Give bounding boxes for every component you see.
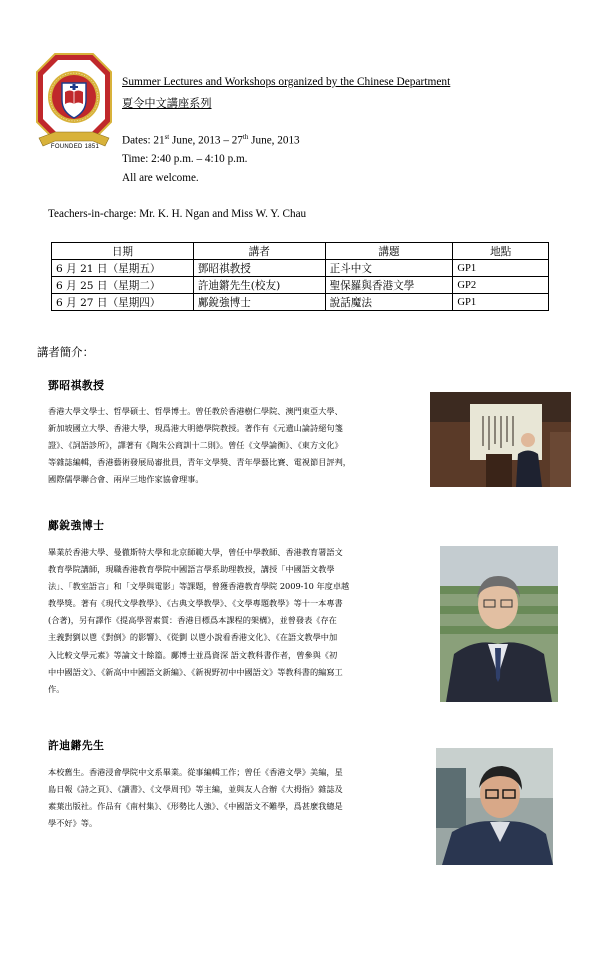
table-row xyxy=(52,294,549,311)
school-crest-logo xyxy=(35,52,113,156)
section-title-speaker-bios: 講者簡介： xyxy=(37,345,94,359)
cell-speaker: 鄧昭祺教授 xyxy=(193,260,325,277)
table-row xyxy=(52,277,549,294)
speaker-bio: 香港大學文學士、哲學碩士、哲學博士。曾任教於香港樹仁學院、澳門東亞大學、 新加坡國立大學、香港大學，現爲港大明德學院教授。著作有《元遺山論詩絕句箋 證》、《詞語診所》，譯著有《陶朱公商訓十二則》。曾任《文學論衡》、《東方文化》 等雜誌編輯，香港藝術發展局審批員，青年文學獎、青年學藝比賽、電視節目評判， 國際儒學聯合會、兩岸三地作家協會理事。 xyxy=(48,406,351,485)
cell-speaker: 許迪鏘先生(校友) xyxy=(193,277,325,294)
cell-topic: 說話魔法 xyxy=(325,294,453,311)
col-header-date: 日期 xyxy=(52,243,194,260)
speaker-name: 鄺銳強博士 xyxy=(48,519,105,532)
title-english: Summer Lectures and Workshops organized by the Chinese Department xyxy=(122,76,451,88)
speaker-photo xyxy=(436,748,553,865)
col-header-speaker: 講者 xyxy=(193,243,325,260)
table-row xyxy=(52,260,549,277)
speaker-bio: 畢業於香港大學、曼徹斯特大學和北京師範大學，曾任中學教師、香港教育署語文 教育學院講師，現職香港教育學院中國語言學系助理教授，講授「中國語文教學 法」、「教室語言」和「文學與電影」等課題，曾獲香港教育學院 2009-10 年度卓越 教學獎。著有《現代文學教學》、《古典文學教學》、《文學專題教學》等十一本專書 (合著)，另有譯作《提高學習素質：香港目標爲本課程的架構》，並曾發表《存在 主義對劉以鬯《對倒》的影響》、《從劉 以鬯小說看香港文化》、《在語文教學中加 入比較文學元素》等論文十餘篇。鄺博士並爲資深 語文教科書作者，曾參與《初 中中國語文》、《新高中中國語文新編》、《新視野初中中國語文》等教科書的編寫工 作。 xyxy=(48,547,350,694)
schedule-table xyxy=(51,242,549,311)
cell-topic: 正斗中文 xyxy=(325,260,453,277)
speaker-photo xyxy=(430,392,571,487)
cell-venue: GP1 xyxy=(453,294,549,311)
cell-venue: GP2 xyxy=(453,277,549,294)
cell-venue: GP1 xyxy=(453,260,549,277)
cell-date: 6 月 27 日（星期四） xyxy=(52,294,194,311)
table-header-row xyxy=(52,243,549,260)
teachers-in-charge: Teachers-in-charge: Mr. K. H. Ngan and Miss W. Y. Chau xyxy=(48,208,307,220)
speaker-photo xyxy=(440,546,558,702)
cell-date: 6 月 25 日（星期二） xyxy=(52,277,194,294)
welcome-line: All are welcome. xyxy=(122,172,199,184)
dates-line: Dates: 21st June, 2013 – 27th June, 2013 xyxy=(122,133,300,147)
time-line: Time: 2:40 p.m. – 4:10 p.m. xyxy=(122,153,248,165)
col-header-venue: 地點 xyxy=(453,243,549,260)
cell-topic: 聖保羅與香港文學 xyxy=(325,277,453,294)
speaker-bio: 本校舊生。香港浸會學院中文系畢業。從事編輯工作；曾任《香港文學》美編，星 島日報《詩之頁》、《讀書》、《文學周刊》等主編，並與友人合辦《大拇指》雜誌及 素葉出版社。作品有《南村集》、《形勢比人強》、《中國語文不難學，爲甚麼我總是 學不好》等。 xyxy=(48,767,343,829)
speaker-name: 鄧昭祺教授 xyxy=(48,379,105,392)
cell-speaker: 鄺銳強博士 xyxy=(193,294,325,311)
speaker-name: 許迪鏘先生 xyxy=(48,739,105,752)
crest-founded-label: FOUNDED 1851 xyxy=(50,144,100,150)
title-chinese: 夏令中文講座系列 xyxy=(122,97,212,110)
cell-date: 6 月 21 日（星期五） xyxy=(52,260,194,277)
col-header-topic: 講題 xyxy=(325,243,453,260)
